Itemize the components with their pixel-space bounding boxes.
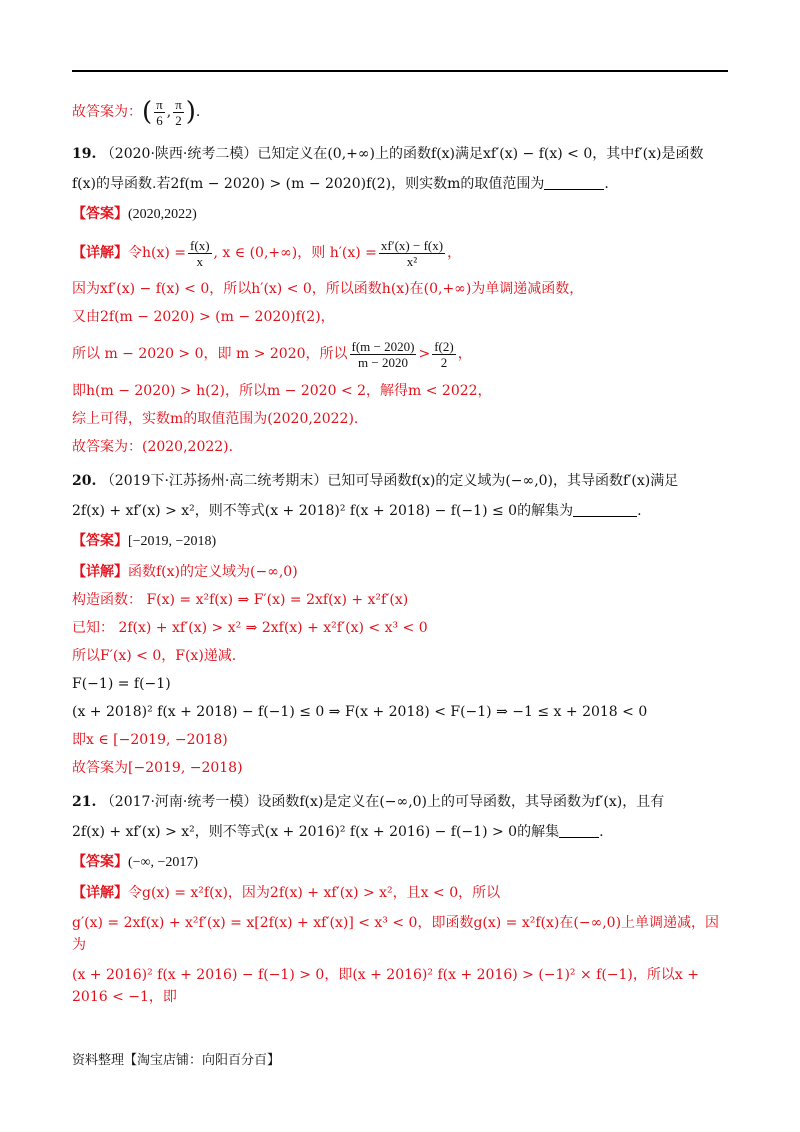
question-19: 19. （2020·陕西·统考二模）已知定义在(0,+∞)上的函数f(x)满足xf′(x) − f(x) < 0，其中f′(x)是函数 f(x)的导函数.若2f(m − 2020) > (m − 2020)f(2)，则实数m的取值范围为 . 【答案】(2020,2022) 【详解】令h(x) = $\frac{f(x)}{x}$ , x ∈ (0,+∞)，则 h′(x) = $\frac{xf'(x) - f(x)}{\text{x²}}$ ， 因为xf′(x) − f(x) < 0，所以h′(x) < 0，所以函数h(x)在(0,+∞)为单调递减函数， 又由2f(m − 2020) > (m − 2020)f(2)， 所以 m − 2020 > 0，即 m > 2020，所以 $\frac{f(m - 2020)}{m - 2020}$ > $\frac{f(2)}{2}$ ， 即h(m − 2020) > h(2)，所以m − 2020 < 2，解得m < 2022， 综上可得，实数m的取值范围为(2020,2022). 故答案为：(2020,2022). xyxy=(72,146,704,455)
answer-value: (2020,2022) xyxy=(128,207,197,222)
document-body xyxy=(72,95,728,1008)
question-number: 21. xyxy=(72,794,97,810)
question-number: 19. xyxy=(72,146,97,162)
question-20: 20. （2019下·江苏扬州·高二统考期末）已知可导函数f(x)的定义域为(−∞,0)，其导函数f′(x)满足 2f(x) + xf′(x) > x²，则不等式(x + 2018)² f(x + 2018) − f(−1) ≤ 0的解集为 . 【答案】[−2019, −2018) 【详解】函数f(x)的定义域为(−∞,0) 构造函数： F(x) = x²f(x) ⇒ F′(x) = 2xf(x) + x²f′(x) 已知： 2f(x) + xf′(x) > x² ⇒ 2xf(x) + x²f′(x) < x³ < 0 所以F′(x) < 0，F(x)递减. F(−1) = f(−1) (x + 2018)² f(x + 2018) − f(−1) ≤ 0 ⇒ F(x + 2018) < F(−1) ⇒ −1 ≤ x + 2018 < 0 即x ∈ [−2019, −2018) 故答案为[−2019, −2018) xyxy=(72,473,679,776)
question-stem: 设函数f(x)是定义在(−∞,0)上的可导函数，其导函数为f′(x)，且有 xyxy=(257,794,665,810)
footer-credit: 资料整理【淘宝店铺：向阳百分百】 xyxy=(72,1053,281,1068)
previous-answer: 故答案为：( $\frac{\pi}{6}$ , $\frac{\pi}{2}$ ). xyxy=(72,96,201,128)
answer-value: [−2019, −2018) xyxy=(128,534,217,549)
question-21: 21. （2017·河南·统考一模）设函数f(x)是定义在(−∞,0)上的可导函数，其导函数为f′(x)，且有 2f(x) + xf′(x) > x²，则不等式(x + 2016)² f(x + 2016) − f(−1) > 0的解集 . 【答案】(−∞, −2017) 【详解】令g(x) = x²f(x)，因为2f(x) + xf′(x) > x²，且x < 0，所以 g′(x) = 2xf(x) + x²f′(x) = x[2f(x) + xf′(x)] < x³ < 0，即函数g(x) = x²f(x)在(−∞,0)上单调递减，因为 (x + 2016)² f(x + 2016) − f(−1) > 0，即(x + 2016)² f(x + 2016) > (−1)² × f(−1)，所以x + 2016 < −1，即 xyxy=(72,794,720,1005)
question-source: （2017·河南·统考一模） xyxy=(100,794,258,810)
header-rule xyxy=(72,70,728,72)
question-stem: 已知可导函数f(x)的定义域为(−∞,0)，其导函数f′(x)满足 xyxy=(327,473,679,489)
question-source: （2020·陕西·统考二模） xyxy=(100,146,258,162)
question-stem: 已知定义在(0,+∞)上的函数f(x)满足xf′(x) − f(x) < 0，其中f′(x)是函数 xyxy=(257,146,704,162)
question-number: 20. xyxy=(72,473,97,489)
answer-value: (−∞, −2017) xyxy=(128,855,199,870)
question-source: （2019下·江苏扬州·高二统考期末） xyxy=(100,473,328,489)
